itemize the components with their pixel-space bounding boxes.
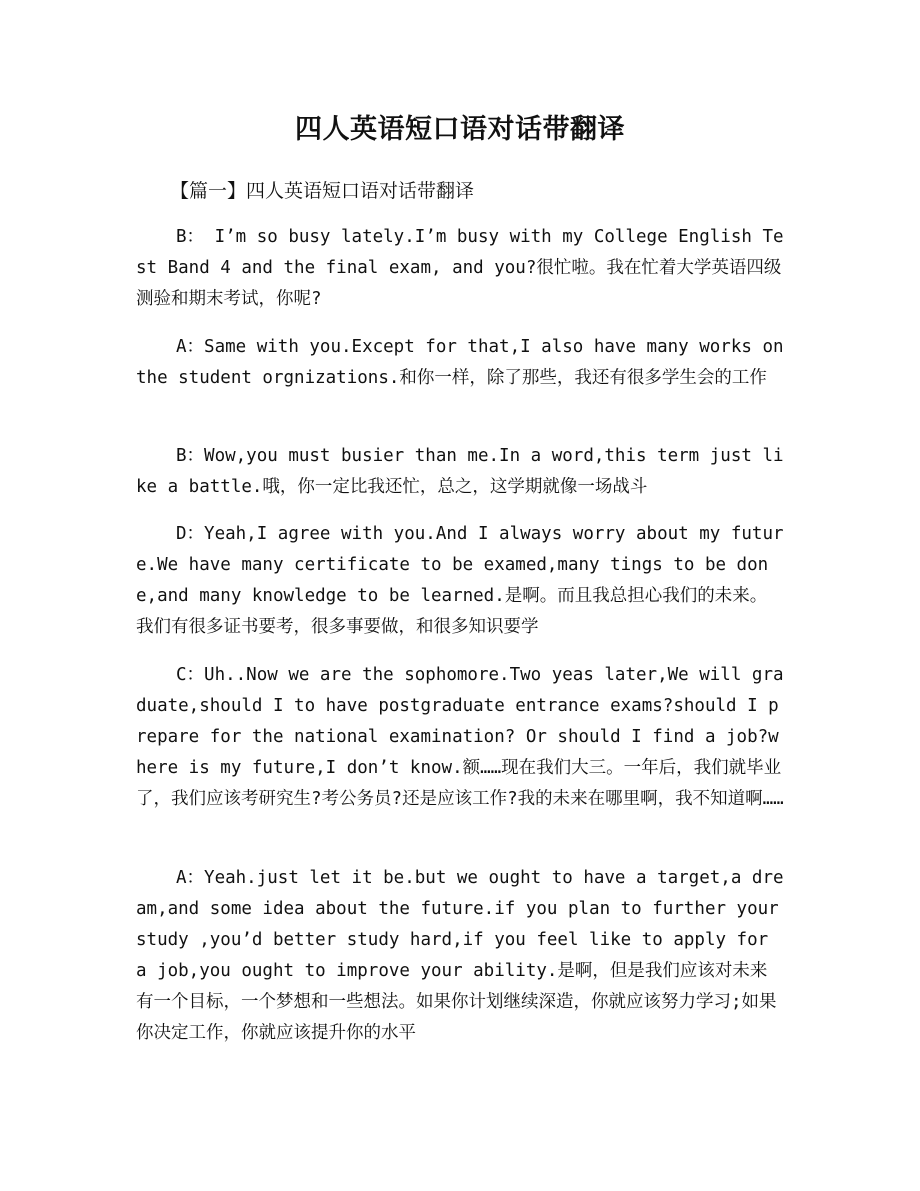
dialogue-paragraph-c-1: C：Uh..Now we are the sophomore.Two yeas later,We will graduate,should I to have postgraduate entrance exams?should I prepare for the national examination? Or should I find a job?where is my future,I don’t know.额……现在我们大三。一年后，我们就毕业了，我们应该考研究生?考公务员?还是应该工作?我的未来在哪里啊，我不知道啊……: [136, 665, 784, 809]
document-title: 四人英语短口语对话带翻译: [295, 114, 625, 145]
dialogue-paragraph-b-2: B：Wow,you must busier than me.In a word,this term just like a battle.哦，你一定比我还忙，总之，这学期就像一场战斗: [136, 446, 784, 497]
dialogue-paragraph-a-2: A：Yeah.just let it be.but we ought to have a target,a dream,and some idea about the future.if you plan to further your study ,you’d better study hard,if you feel like to apply for a job,you ought to improve your ability.是啊，但是我们应该对未来有一个目标，一个梦想和一些想法。如果你计划继续深造，你就应该努力学习;如果你决定工作，你就应该提升你的水平: [136, 868, 784, 1043]
section-heading: 【篇一】四人英语短口语对话带翻译: [170, 180, 475, 202]
dialogue-paragraph-b-1: B： I’m so busy lately.I’m busy with my College English Test Band 4 and the final exam, and you?很忙啦。我在忙着大学英语四级测验和期末考试，你呢?: [136, 227, 784, 309]
dialogue-paragraph-d-1: D：Yeah,I agree with you.And I always worry about my future.We have many certificate to be examed,many tings to be done,and many knowledge to be learned.是啊。而且我总担心我们的未来。我们有很多证书要考，很多事要做，和很多知识要学: [136, 524, 784, 637]
dialogue-paragraph-a-1: A：Same with you.Except for that,I also have many works on the student orgnizations.和你一样，除了那些，我还有很多学生会的工作: [136, 337, 784, 388]
